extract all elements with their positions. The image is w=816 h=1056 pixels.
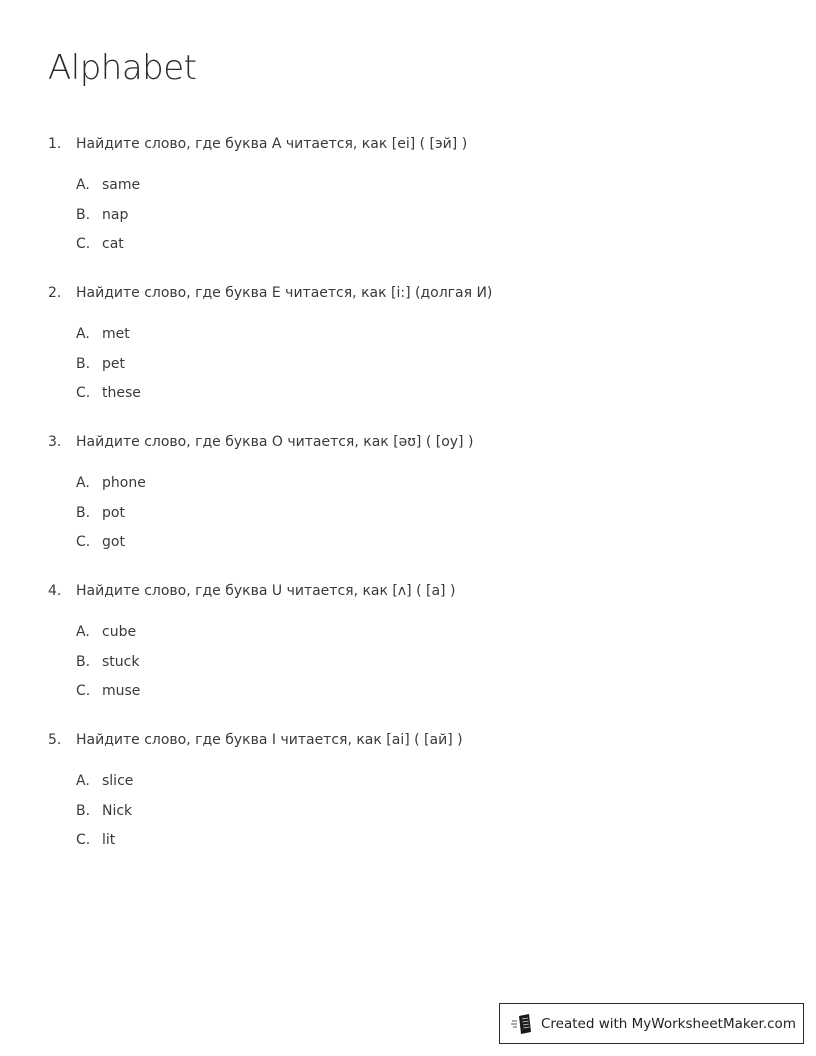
option-letter: C. — [76, 832, 91, 848]
option-list — [76, 622, 140, 711]
option-letter: A. — [76, 177, 90, 193]
option-text: got — [102, 534, 125, 550]
option-letter: A. — [76, 475, 90, 491]
question-text: Найдите слово, где буква A читается, как [ei] ( [эй] ) — [76, 136, 468, 152]
option-c[interactable] — [76, 234, 140, 264]
option-a[interactable] — [76, 622, 140, 652]
question-text: Найдите слово, где буква U читается, как [ʌ] ( [а] ) — [76, 583, 456, 599]
badge-text: Created with MyWorksheetMaker.com — [541, 1015, 796, 1032]
question-prompt — [48, 581, 455, 601]
question-5 — [48, 730, 768, 879]
option-text: Nick — [102, 802, 133, 819]
option-text: nap — [102, 206, 129, 223]
question-prompt — [48, 432, 473, 452]
created-with-badge[interactable] — [499, 1003, 804, 1044]
question-number: 2. — [48, 285, 62, 301]
option-letter: C. — [76, 534, 91, 550]
option-text: met — [102, 326, 130, 342]
option-letter: B. — [76, 802, 91, 819]
question-prompt — [48, 283, 492, 303]
option-letter: B. — [76, 504, 91, 521]
question-text: Найдите слово, где буква E читается, как [i:] (долгая И) — [76, 285, 493, 301]
question-prompt — [48, 730, 463, 750]
option-text: stuck — [102, 653, 140, 670]
option-text: cube — [102, 624, 137, 640]
option-list — [76, 473, 146, 562]
option-text: phone — [102, 475, 146, 491]
option-text: lit — [102, 832, 116, 848]
question-1 — [48, 134, 768, 283]
option-b[interactable] — [76, 652, 140, 682]
option-a[interactable] — [76, 175, 140, 205]
option-letter: A. — [76, 624, 90, 640]
option-b[interactable] — [76, 801, 133, 831]
option-letter: A. — [76, 773, 90, 789]
option-c[interactable] — [76, 681, 140, 711]
option-c[interactable] — [76, 830, 133, 860]
question-number: 3. — [48, 434, 62, 450]
option-b[interactable] — [76, 354, 141, 384]
option-text: same — [102, 177, 141, 193]
option-list — [76, 771, 133, 860]
option-letter: C. — [76, 236, 91, 252]
option-letter: C. — [76, 683, 91, 699]
question-2 — [48, 283, 768, 432]
option-letter: B. — [76, 206, 91, 223]
page-title: Alphabet — [48, 48, 197, 88]
question-number: 1. — [48, 136, 62, 152]
question-text: Найдите слово, где буква O читается, как [əʊ] ( [оу] ) — [76, 434, 474, 450]
option-text: muse — [102, 683, 141, 699]
question-list — [48, 134, 768, 879]
option-text: cat — [102, 236, 124, 252]
option-text: pet — [102, 355, 125, 372]
option-a[interactable] — [76, 771, 133, 801]
option-letter: C. — [76, 385, 91, 401]
worksheet-logo-icon — [511, 1013, 535, 1035]
option-text: pot — [102, 504, 125, 521]
question-number: 5. — [48, 732, 62, 748]
question-number: 4. — [48, 583, 62, 599]
option-letter: B. — [76, 355, 91, 372]
option-letter: B. — [76, 653, 91, 670]
question-3 — [48, 432, 768, 581]
option-text: slice — [102, 773, 134, 789]
question-text: Найдите слово, где буква I читается, как [ai] ( [ай] ) — [76, 732, 463, 748]
option-a[interactable] — [76, 473, 146, 503]
option-a[interactable] — [76, 324, 141, 354]
option-b[interactable] — [76, 503, 146, 533]
option-text: these — [102, 385, 141, 401]
question-4 — [48, 581, 768, 730]
option-letter: A. — [76, 326, 90, 342]
question-prompt — [48, 134, 467, 154]
option-list — [76, 324, 141, 413]
option-c[interactable] — [76, 383, 141, 413]
option-list — [76, 175, 140, 264]
option-b[interactable] — [76, 205, 140, 235]
option-c[interactable] — [76, 532, 146, 562]
